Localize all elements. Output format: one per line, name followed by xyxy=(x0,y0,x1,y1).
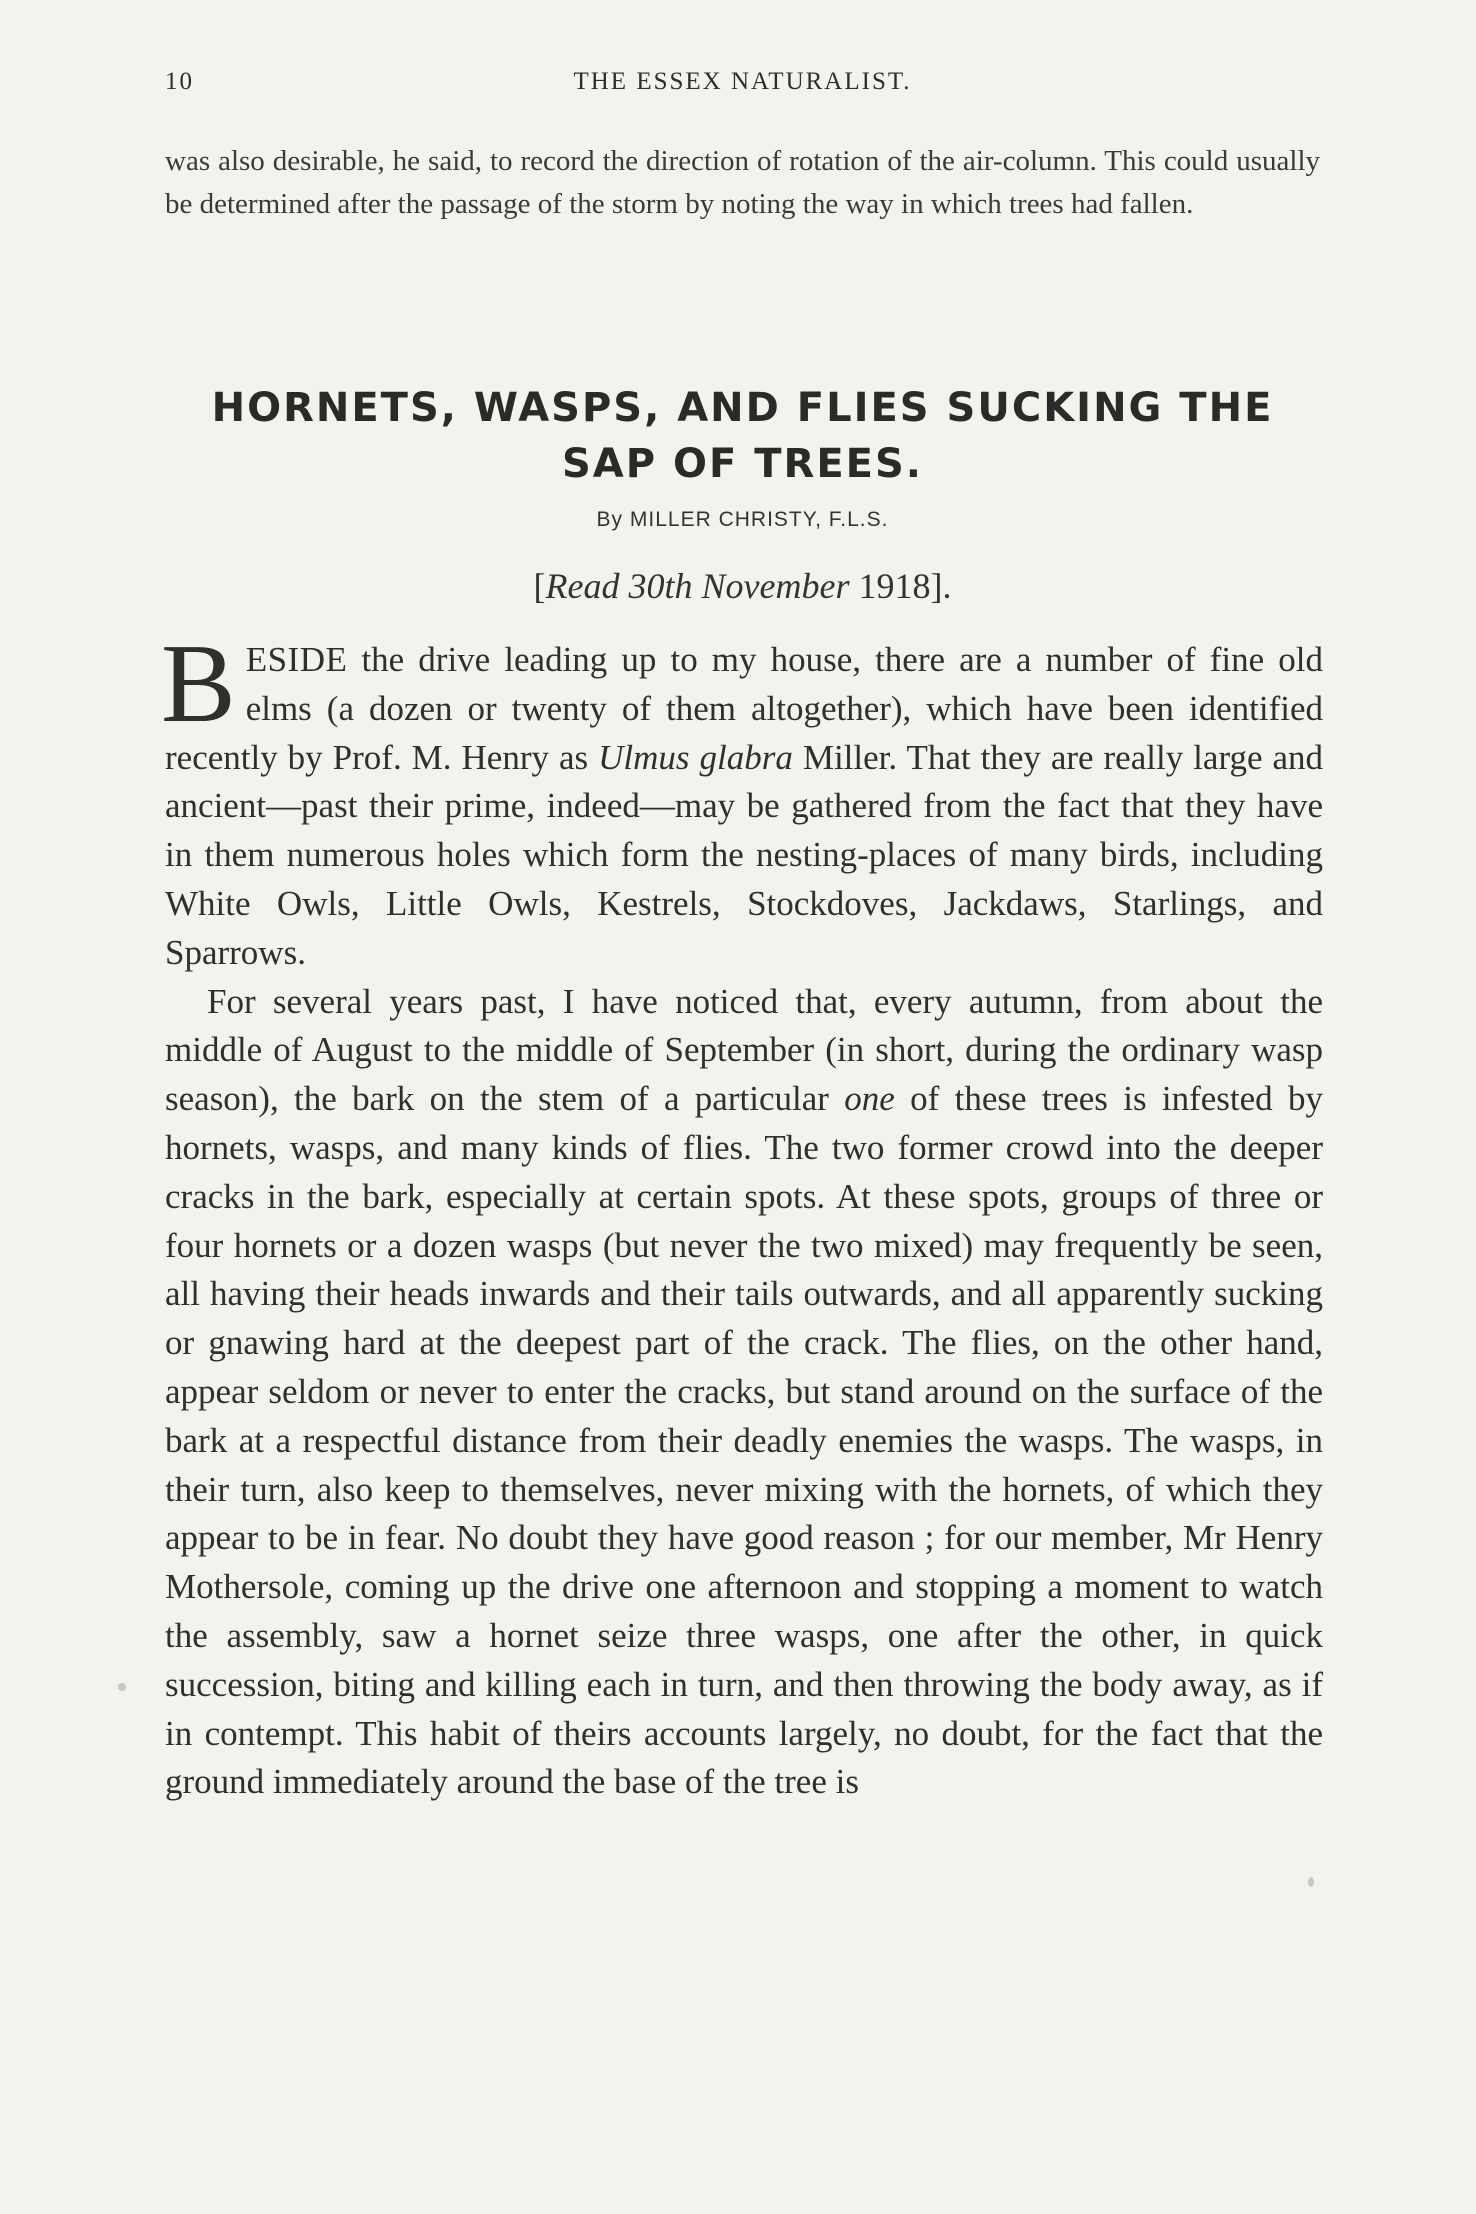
running-title: THE ESSEX NATURALIST. xyxy=(573,68,912,95)
italic-one: one xyxy=(844,1079,895,1119)
paragraph-1-text-b: Miller. That they are really large and ancient—past their prime, indeed—may be gathered from the fact that they have in them numerous holes which form the nesting-places of many birds, including White Owls, Little Owls, Kestrels, Stockdoves, Jackdaws, Starlings, and Sparrows. xyxy=(165,737,1324,972)
paragraph-2-text-b: of these trees is infested by hornets, wasps, and many kinds of flies. The two former crowd into the deeper cracks in the bark, especially at certain spots. At these spots, groups of three or four hornets or a dozen wasps (but never the two mixed) may frequently be seen, all having their heads inwards and their tails outwards, and all apparently sucking or gnawing hard at the deepest part of the crack. The flies, on the other hand, appear seldom or never to enter the cracks, but stand around on the surface of the bark at a respectful distance from their deadly enemies the wasps. The wasps, in their turn, also keep to themselves, never mixing with the hornets, of which they appear to be in fear. No doubt they have good reason ; for our member, Mr Henry Mothersole, coming up the drive one afternoon and stopping a moment to watch the assembly, saw a hornet seize three wasps, one after the other, in quick succession, biting and killing each in turn, and then throwing the body away, as if in contempt. This habit of theirs accounts largely, no doubt, for the fact that the ground immediately around the base of the tree is xyxy=(165,1079,1324,1802)
paragraph-2-text-a: For several years past, I have noticed that, every autumn, from about the middle of August to the middle of September (in short, during the ordinary wasp season), the bark on the stem of a particular xyxy=(165,981,1323,1119)
species-name: Ulmus glabra xyxy=(598,737,793,777)
read-date-close-bracket: ]. xyxy=(930,566,952,606)
read-date-open-bracket: [ xyxy=(533,566,546,606)
read-date-label: Read 30th November xyxy=(545,566,850,606)
scan-speck xyxy=(1308,1877,1314,1887)
drop-cap: B xyxy=(161,622,236,746)
read-date-year: 1918 xyxy=(858,566,931,606)
paragraph-1-text-a: the drive leading up to my house, there are a number of fine old elms (a dozen or twenty of them altogether), which have been identified recently by Prof. M. Henry as xyxy=(165,640,1324,777)
article-title xyxy=(140,380,1345,492)
article-body xyxy=(161,622,1324,1807)
byline-prefix: By xyxy=(596,508,624,531)
paragraph-1 xyxy=(161,622,1324,978)
page-number: 10 xyxy=(165,68,194,95)
byline xyxy=(140,508,1345,532)
byline-author: MILLER CHRISTY, F.L.S. xyxy=(629,508,889,531)
scan-speck xyxy=(118,1683,126,1691)
running-head xyxy=(165,68,1320,108)
article-title-line-2: SAP OF TREES. xyxy=(562,441,923,487)
intro-paragraph: was also desirable, he said, to record the direction of rotation of the air-column. This could usually be determined after the passage of the storm by noting the way in which trees had fallen. xyxy=(165,145,1320,220)
first-word-rest: ESIDE xyxy=(245,640,348,679)
paragraph-2 xyxy=(165,978,1323,1808)
read-date xyxy=(140,565,1345,607)
article-title-line-1: HORNETS, WASPS, AND FLIES SUCKING THE xyxy=(211,385,1274,431)
